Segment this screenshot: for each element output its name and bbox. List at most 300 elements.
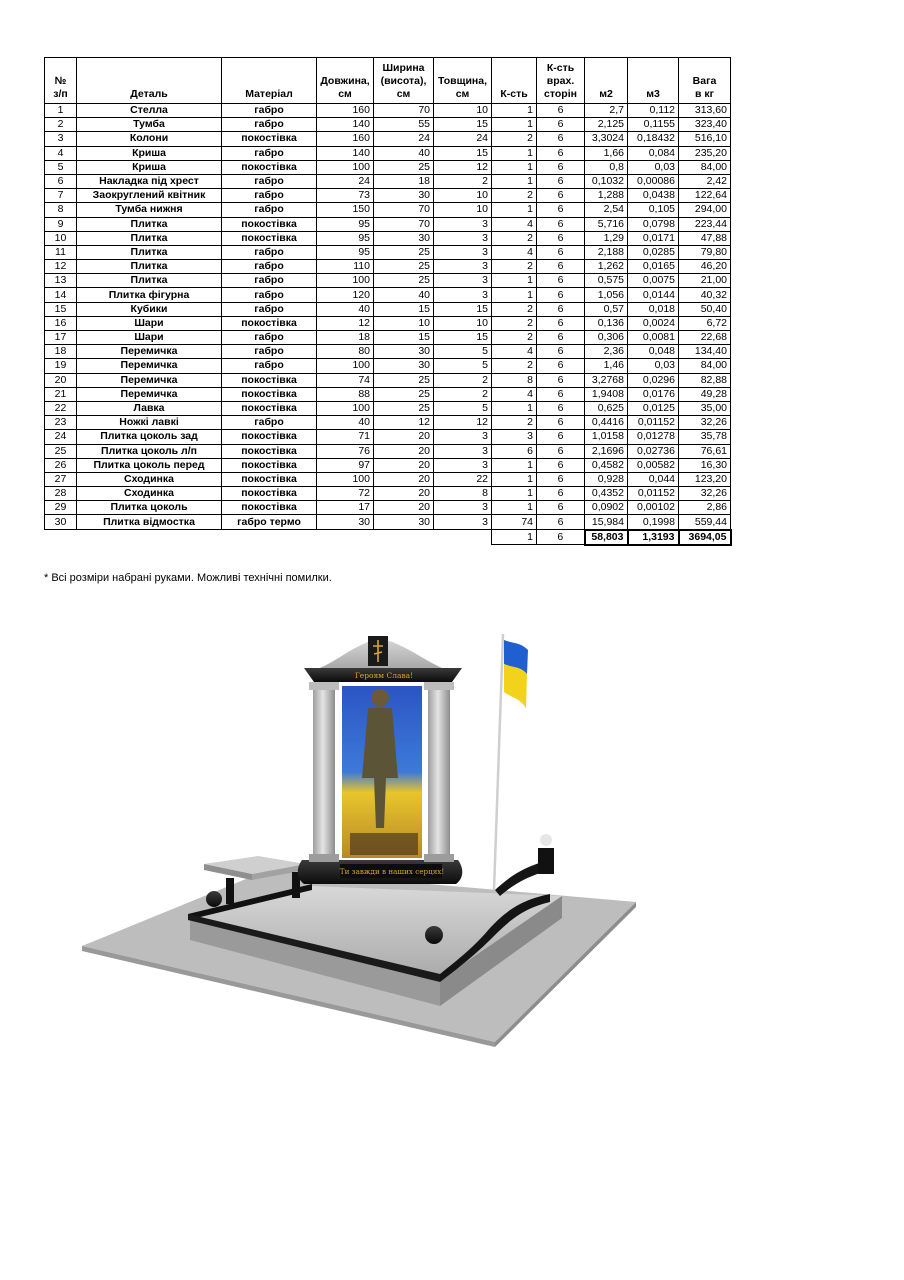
cell-length: 160 <box>317 104 374 118</box>
cell-length: 40 <box>317 302 374 316</box>
roof-inscription: Героям Слава! <box>354 671 414 680</box>
cell-qty: 2 <box>492 302 537 316</box>
header-m2 <box>585 58 628 104</box>
cell-qty: 1 <box>492 401 537 415</box>
cell-thickness: 5 <box>434 359 492 373</box>
cell-m3: 0,01278 <box>628 430 679 444</box>
total-qty: 1 <box>492 530 537 545</box>
table-row <box>45 174 731 188</box>
cell-weight: 235,20 <box>679 146 731 160</box>
cell-m3: 0,048 <box>628 345 679 359</box>
cell-width: 70 <box>374 203 434 217</box>
cell-sides: 6 <box>537 359 585 373</box>
header-material <box>222 58 317 104</box>
cell-detail: Плитка цоколь <box>77 501 222 515</box>
cell-qty: 1 <box>492 288 537 302</box>
cell-m3: 0,0125 <box>628 401 679 415</box>
cell-num: 7 <box>45 189 77 203</box>
cell-sides: 6 <box>537 118 585 132</box>
totals-row <box>45 530 731 545</box>
cell-qty: 2 <box>492 231 537 245</box>
header-num <box>45 58 77 104</box>
cell-detail: Плитка <box>77 217 222 231</box>
table-row <box>45 430 731 444</box>
cell-m3: 0,01152 <box>628 416 679 430</box>
cell-weight: 516,10 <box>679 132 731 146</box>
cell-weight: 82,88 <box>679 373 731 387</box>
cell-m2: 0,0902 <box>585 501 628 515</box>
cell-m3: 0,03 <box>628 359 679 373</box>
cell-sides: 6 <box>537 160 585 174</box>
cell-m3: 0,084 <box>628 146 679 160</box>
cell-m2: 0,4416 <box>585 416 628 430</box>
cell-thickness: 8 <box>434 487 492 501</box>
cell-thickness: 24 <box>434 132 492 146</box>
cell-width: 25 <box>374 160 434 174</box>
cell-sides: 6 <box>537 302 585 316</box>
cell-num: 2 <box>45 118 77 132</box>
cell-m2: 0,4352 <box>585 487 628 501</box>
header-sides <box>537 58 585 104</box>
cell-m3: 0,02736 <box>628 444 679 458</box>
cell-sides: 6 <box>537 217 585 231</box>
cell-num: 19 <box>45 359 77 373</box>
spec-table <box>44 57 732 546</box>
cell-material: габро <box>222 288 317 302</box>
cell-length: 95 <box>317 231 374 245</box>
cell-material: покостівка <box>222 387 317 401</box>
cell-material: покостівка <box>222 373 317 387</box>
cell-num: 26 <box>45 458 77 472</box>
cell-detail: Тумба нижня <box>77 203 222 217</box>
cell-width: 12 <box>374 416 434 430</box>
cell-width: 18 <box>374 174 434 188</box>
cell-length: 30 <box>317 515 374 530</box>
cell-width: 40 <box>374 288 434 302</box>
table-row <box>45 203 731 217</box>
cell-length: 120 <box>317 288 374 302</box>
cell-m3: 0,044 <box>628 472 679 486</box>
cell-width: 10 <box>374 316 434 330</box>
header-line: К-сть <box>546 62 575 74</box>
cell-detail: Сходинка <box>77 472 222 486</box>
cell-thickness: 3 <box>434 501 492 515</box>
cell-sides: 6 <box>537 174 585 188</box>
cell-weight: 122,64 <box>679 189 731 203</box>
cell-m2: 1,0158 <box>585 430 628 444</box>
cell-qty: 1 <box>492 160 537 174</box>
cell-detail: Стелла <box>77 104 222 118</box>
header-line: Деталь <box>130 88 168 100</box>
cell-m3: 0,0075 <box>628 274 679 288</box>
header-line: сторін <box>544 88 577 100</box>
cell-length: 100 <box>317 160 374 174</box>
cell-m2: 5,716 <box>585 217 628 231</box>
cell-sides: 6 <box>537 260 585 274</box>
cell-detail: Плитка відмостка <box>77 515 222 530</box>
cell-material: габро <box>222 245 317 259</box>
cell-weight: 50,40 <box>679 302 731 316</box>
cell-material: габро термо <box>222 515 317 530</box>
cell-length: 74 <box>317 373 374 387</box>
cell-m2: 2,188 <box>585 245 628 259</box>
cell-detail: Накладка під хрест <box>77 174 222 188</box>
cell-length: 80 <box>317 345 374 359</box>
cell-width: 30 <box>374 359 434 373</box>
cell-m2: 0,1032 <box>585 174 628 188</box>
header-width <box>374 58 434 104</box>
header-line: м3 <box>646 88 660 100</box>
header-weight <box>679 58 731 104</box>
cell-weight: 40,32 <box>679 288 731 302</box>
cell-material: габро <box>222 260 317 274</box>
cell-m2: 1,29 <box>585 231 628 245</box>
cell-detail: Шари <box>77 316 222 330</box>
cell-thickness: 3 <box>434 260 492 274</box>
cell-weight: 223,44 <box>679 217 731 231</box>
table-row <box>45 189 731 203</box>
table-row <box>45 387 731 401</box>
cell-weight: 84,00 <box>679 160 731 174</box>
cell-num: 30 <box>45 515 77 530</box>
cell-m2: 0,306 <box>585 331 628 345</box>
cell-width: 15 <box>374 302 434 316</box>
cell-material: габро <box>222 274 317 288</box>
header-line: Довжина, <box>320 75 370 87</box>
header-m3 <box>628 58 679 104</box>
cell-width: 20 <box>374 472 434 486</box>
cell-length: 100 <box>317 274 374 288</box>
cell-width: 15 <box>374 331 434 345</box>
cell-qty: 1 <box>492 146 537 160</box>
cell-num: 8 <box>45 203 77 217</box>
cell-thickness: 5 <box>434 345 492 359</box>
cell-width: 70 <box>374 104 434 118</box>
cell-m3: 0,1998 <box>628 515 679 530</box>
table-row <box>45 217 731 231</box>
cell-width: 25 <box>374 260 434 274</box>
cell-length: 24 <box>317 174 374 188</box>
cell-weight: 134,40 <box>679 345 731 359</box>
cell-m3: 0,0024 <box>628 316 679 330</box>
cell-num: 10 <box>45 231 77 245</box>
cell-num: 25 <box>45 444 77 458</box>
cell-weight: 22,68 <box>679 331 731 345</box>
header-line: м2 <box>599 88 613 100</box>
table-row <box>45 373 731 387</box>
header-line: в кг <box>694 88 714 100</box>
cell-weight: 559,44 <box>679 515 731 530</box>
cell-num: 27 <box>45 472 77 486</box>
cell-length: 73 <box>317 189 374 203</box>
cell-detail: Тумба <box>77 118 222 132</box>
cell-m2: 1,46 <box>585 359 628 373</box>
cell-width: 24 <box>374 132 434 146</box>
cell-m2: 0,928 <box>585 472 628 486</box>
cell-weight: 84,00 <box>679 359 731 373</box>
table-row <box>45 160 731 174</box>
cell-weight: 2,86 <box>679 501 731 515</box>
roof <box>304 636 462 682</box>
cell-sides: 6 <box>537 245 585 259</box>
cell-detail: Перемичка <box>77 373 222 387</box>
header-line: № <box>54 75 67 87</box>
cell-length: 160 <box>317 132 374 146</box>
cell-material: покостівка <box>222 231 317 245</box>
cell-qty: 1 <box>492 472 537 486</box>
cell-length: 100 <box>317 401 374 415</box>
header-line: Вага <box>692 75 717 87</box>
portrait-stela <box>342 686 422 858</box>
table-row <box>45 132 731 146</box>
cell-detail: Плитка <box>77 231 222 245</box>
cell-thickness: 2 <box>434 174 492 188</box>
header-line: см <box>396 88 411 100</box>
cell-detail: Перемичка <box>77 387 222 401</box>
cell-qty: 1 <box>492 203 537 217</box>
cell-sides: 6 <box>537 274 585 288</box>
cell-thickness: 3 <box>434 515 492 530</box>
cell-material: габро <box>222 146 317 160</box>
header-detail <box>77 58 222 104</box>
cell-sides: 6 <box>537 231 585 245</box>
cell-qty: 1 <box>492 458 537 472</box>
total-sides: 6 <box>537 530 585 545</box>
cell-sides: 6 <box>537 316 585 330</box>
table-row <box>45 501 731 515</box>
cell-detail: Лавка <box>77 401 222 415</box>
cell-m3: 0,0296 <box>628 373 679 387</box>
cell-num: 18 <box>45 345 77 359</box>
cell-weight: 16,30 <box>679 458 731 472</box>
table-row <box>45 302 731 316</box>
cell-num: 12 <box>45 260 77 274</box>
cell-num: 16 <box>45 316 77 330</box>
cell-width: 30 <box>374 345 434 359</box>
header-line: Ширина <box>382 62 425 74</box>
pedestal-inscription: Ти завжди в наших серцях! <box>339 867 445 876</box>
cell-thickness: 3 <box>434 231 492 245</box>
cell-detail: Плитка цоколь л/п <box>77 444 222 458</box>
cell-detail: Плитка цоколь зад <box>77 430 222 444</box>
table-row <box>45 487 731 501</box>
cell-sides: 6 <box>537 444 585 458</box>
table-row <box>45 274 731 288</box>
cell-qty: 2 <box>492 132 537 146</box>
cell-length: 40 <box>317 416 374 430</box>
cell-sides: 6 <box>537 472 585 486</box>
cell-num: 29 <box>45 501 77 515</box>
cell-num: 9 <box>45 217 77 231</box>
header-line: см <box>338 88 352 100</box>
cell-material: покостівка <box>222 487 317 501</box>
header-line: К-сть <box>500 88 528 100</box>
cell-width: 20 <box>374 458 434 472</box>
cell-thickness: 2 <box>434 387 492 401</box>
cell-sides: 6 <box>537 401 585 415</box>
cell-thickness: 10 <box>434 316 492 330</box>
cell-qty: 1 <box>492 104 537 118</box>
table-row <box>45 401 731 415</box>
header-line: Товщина, <box>437 75 488 87</box>
cell-m3: 0,0285 <box>628 245 679 259</box>
table-row <box>45 331 731 345</box>
cell-weight: 35,78 <box>679 430 731 444</box>
cell-m2: 3,3024 <box>585 132 628 146</box>
cell-m3: 0,0171 <box>628 231 679 245</box>
cell-qty: 2 <box>492 316 537 330</box>
cell-thickness: 10 <box>434 203 492 217</box>
cell-m2: 1,056 <box>585 288 628 302</box>
cell-detail: Плитка фігурна <box>77 288 222 302</box>
table-row <box>45 444 731 458</box>
cell-m2: 1,288 <box>585 189 628 203</box>
cell-thickness: 3 <box>434 245 492 259</box>
cell-weight: 294,00 <box>679 203 731 217</box>
cell-sides: 6 <box>537 458 585 472</box>
cell-detail: Плитка <box>77 245 222 259</box>
cell-m3: 0,112 <box>628 104 679 118</box>
cell-qty: 74 <box>492 515 537 530</box>
table-row <box>45 104 731 118</box>
cell-weight: 123,20 <box>679 472 731 486</box>
cell-sides: 6 <box>537 132 585 146</box>
cell-num: 14 <box>45 288 77 302</box>
header-qty <box>492 58 537 104</box>
header-row <box>45 58 731 104</box>
cell-weight: 32,26 <box>679 487 731 501</box>
cell-weight: 47,88 <box>679 231 731 245</box>
cell-weight: 35,00 <box>679 401 731 415</box>
cell-sides: 6 <box>537 515 585 530</box>
cell-material: покостівка <box>222 458 317 472</box>
cell-num: 20 <box>45 373 77 387</box>
cell-num: 13 <box>45 274 77 288</box>
table-row <box>45 359 731 373</box>
cell-qty: 2 <box>492 331 537 345</box>
cell-qty: 2 <box>492 359 537 373</box>
total-m2: 58,803 <box>585 530 628 545</box>
cell-length: 97 <box>317 458 374 472</box>
cell-width: 25 <box>374 387 434 401</box>
cell-num: 24 <box>45 430 77 444</box>
cell-length: 100 <box>317 359 374 373</box>
cell-length: 95 <box>317 217 374 231</box>
cell-width: 30 <box>374 515 434 530</box>
cell-qty: 4 <box>492 217 537 231</box>
cell-material: габро <box>222 189 317 203</box>
cell-qty: 2 <box>492 416 537 430</box>
cell-qty: 8 <box>492 373 537 387</box>
cell-width: 30 <box>374 231 434 245</box>
total-weight: 3694,05 <box>679 530 731 545</box>
cell-material: покостівка <box>222 316 317 330</box>
cell-m2: 15,984 <box>585 515 628 530</box>
cell-sides: 6 <box>537 104 585 118</box>
monument-render <box>80 628 640 1048</box>
cell-m3: 0,18432 <box>628 132 679 146</box>
cell-material: габро <box>222 104 317 118</box>
cell-thickness: 15 <box>434 146 492 160</box>
cell-sides: 6 <box>537 373 585 387</box>
table-row <box>45 245 731 259</box>
cell-m3: 0,00102 <box>628 501 679 515</box>
cell-weight: 2,42 <box>679 174 731 188</box>
cell-num: 6 <box>45 174 77 188</box>
cell-material: габро <box>222 345 317 359</box>
cell-m2: 1,9408 <box>585 387 628 401</box>
cell-length: 140 <box>317 118 374 132</box>
cell-length: 71 <box>317 430 374 444</box>
cell-sides: 6 <box>537 146 585 160</box>
cell-m2: 0,57 <box>585 302 628 316</box>
cell-material: покостівка <box>222 444 317 458</box>
cell-num: 4 <box>45 146 77 160</box>
left-column <box>309 682 339 862</box>
cell-material: покостівка <box>222 160 317 174</box>
cell-m2: 1,262 <box>585 260 628 274</box>
table-row <box>45 231 731 245</box>
cell-num: 11 <box>45 245 77 259</box>
cell-material: габро <box>222 331 317 345</box>
cell-m3: 0,0176 <box>628 387 679 401</box>
header-line: з/п <box>53 88 68 100</box>
cell-sides: 6 <box>537 345 585 359</box>
cell-material: габро <box>222 359 317 373</box>
cell-length: 95 <box>317 245 374 259</box>
cell-detail: Перемичка <box>77 359 222 373</box>
cell-sides: 6 <box>537 501 585 515</box>
cell-num: 3 <box>45 132 77 146</box>
cell-material: габро <box>222 174 317 188</box>
cell-thickness: 3 <box>434 444 492 458</box>
cell-qty: 6 <box>492 444 537 458</box>
cell-material: покостівка <box>222 217 317 231</box>
cell-length: 72 <box>317 487 374 501</box>
cell-detail: Плитка цоколь перед <box>77 458 222 472</box>
cell-thickness: 3 <box>434 274 492 288</box>
cell-sides: 6 <box>537 189 585 203</box>
cell-width: 30 <box>374 189 434 203</box>
cell-m2: 2,36 <box>585 345 628 359</box>
cell-detail: Плитка <box>77 274 222 288</box>
cell-qty: 1 <box>492 487 537 501</box>
cell-detail: Шари <box>77 331 222 345</box>
cell-material: габро <box>222 203 317 217</box>
cell-weight: 323,40 <box>679 118 731 132</box>
cell-thickness: 3 <box>434 217 492 231</box>
table-row <box>45 288 731 302</box>
cell-weight: 49,28 <box>679 387 731 401</box>
cell-weight: 6,72 <box>679 316 731 330</box>
cell-weight: 313,60 <box>679 104 731 118</box>
cell-qty: 1 <box>492 501 537 515</box>
cell-m2: 2,54 <box>585 203 628 217</box>
cell-m3: 0,00582 <box>628 458 679 472</box>
table-row <box>45 316 731 330</box>
cell-num: 1 <box>45 104 77 118</box>
cell-detail: Криша <box>77 146 222 160</box>
cell-thickness: 3 <box>434 430 492 444</box>
cell-thickness: 10 <box>434 189 492 203</box>
header-line: см <box>455 88 470 100</box>
cell-m2: 0,8 <box>585 160 628 174</box>
cell-width: 20 <box>374 487 434 501</box>
cell-length: 12 <box>317 316 374 330</box>
cell-detail: Колони <box>77 132 222 146</box>
cell-width: 25 <box>374 401 434 415</box>
cell-material: покостівка <box>222 401 317 415</box>
